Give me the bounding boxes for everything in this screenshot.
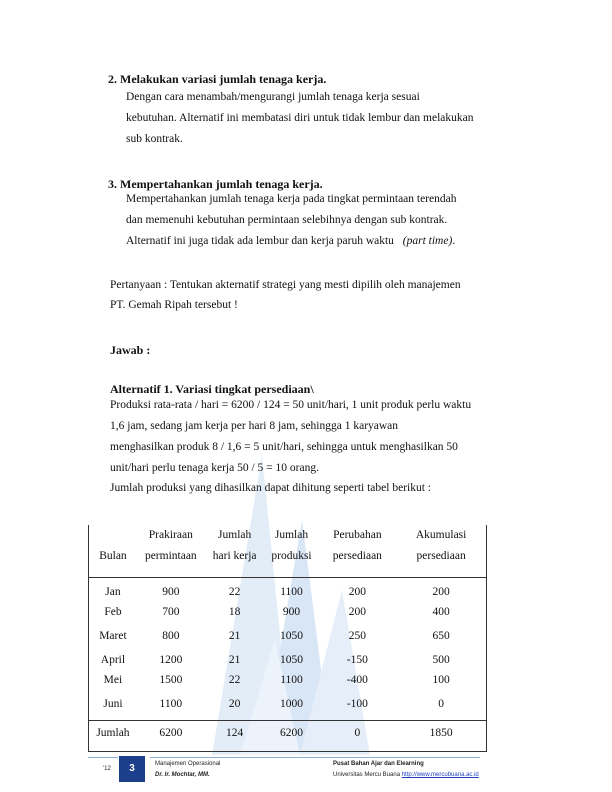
section3-line-1: Mempertahankan jumlah tenaga kerja pada tingkat permintaan terendah [126,193,457,205]
footer-rule-left [88,757,118,758]
alt1-line-2: 1,6 jam, sedang jam kerja per hari 8 jam, sehingga 1 karyawan [110,420,399,432]
cell-produksi: 1050 [280,630,303,642]
cell-permintaan: 1500 [159,674,183,686]
footer-center-name: Pusat Bahan Ajar dan Elearning [333,761,424,767]
table-row [89,670,487,690]
cell-akumulasi: 100 [396,670,486,690]
cell-permintaan: 800 [162,630,180,642]
cell-bulan: Jan [89,578,137,603]
alt1-line-1: Produksi rata-rata / hari = 6200 / 124 = 50 unit/hari, 1 unit produk perlu waktu [110,399,472,411]
alt1-heading: Alternatif 1. Variasi tingkat persediaan\ [110,382,314,396]
footer-left-code: '12 [103,766,111,772]
total-perubahan: 0 [318,721,396,752]
alt1-line-5: Jumlah produksi yang dihasilkan dapat dihitung seperti tabel berikut : [110,482,431,494]
section2-line-3: sub kontrak. [126,133,183,145]
cell-hari-kerja: 18 [228,606,241,618]
cell-perubahan: 250 [348,630,366,642]
header-akumulasi-persediaan: Akumulasi persediaan [396,525,486,578]
cell-produksi: 900 [282,606,301,618]
section3-line-3-text: Alternatif ini juga tidak ada lembur dan kerja paruh waktu [126,235,394,247]
cell-produksi: 1100 [280,586,303,598]
total-label: Jumlah [89,721,137,752]
header-jumlah-hari-kerja: Jumlah hari kerja [205,525,265,578]
cell-hari-kerja: 22 [228,586,241,598]
cell-hari-kerja: 21 [228,630,241,642]
section3-line-3-end: . [452,235,456,247]
question-line-1: Pertanyaan : Tentukan akternatif strategi yang mesti dipilih oleh manajemen [110,279,461,291]
footer-author: Dr. Ir. Mochtar, MM. [155,772,210,778]
cell-perubahan: 200 [348,586,366,598]
section2-heading: 2. Melakukan variasi jumlah tenaga kerja. [108,72,327,86]
cell-akumulasi: 400 [396,602,486,622]
cell-hari-kerja: 21 [228,654,241,666]
question-line-2: PT. Gemah Ripah tersebut ! [110,299,238,311]
cell-perubahan: -150 [346,654,368,666]
total-permintaan: 6200 [137,721,205,752]
cell-hari-kerja: 22 [228,674,241,686]
table-header-row [89,525,487,578]
section3-line-3 [126,235,455,247]
cell-bulan: Feb [89,602,137,622]
footer-rule-right [150,757,480,758]
page-number: 3 [119,756,145,782]
table-row [89,646,487,670]
alt1-line-4: unit/hari perlu tenaga kerja 50 / 5 = 10 orang. [110,462,319,474]
cell-akumulasi: 0 [396,690,486,721]
section2-line-1: Dengan cara menambah/mengurangi jumlah tenaga kerja sesuai [126,91,420,103]
footer-university-line [333,772,479,778]
cell-akumulasi: 650 [396,622,486,646]
header-bulan: Bulan [89,525,137,578]
total-hari-kerja: 124 [205,721,265,752]
table-row [89,622,487,646]
section2-line-2: kebutuhan. Alternatif ini membatasi diri untuk tidak lembur dan melakukan [126,112,474,124]
header-prakiraan-permintaan: Prakiraan permintaan [137,525,205,578]
alt1-line-3: menghasilkan produk 8 / 1,6 = 5 unit/hari, sehingga untuk menghasilkan 50 [110,441,458,453]
section3-part-time: (part time) [402,235,453,247]
cell-bulan: Juni [89,690,137,721]
total-akumulasi: 1850 [396,721,486,752]
cell-permintaan: 1200 [159,654,183,666]
cell-perubahan: -100 [346,698,368,710]
header-jumlah-produksi: Jumlah produksi [265,525,319,578]
cell-produksi: 1100 [280,674,303,686]
table-row [89,578,487,603]
footer-url-link[interactable]: http://www.mercubuana.ac.id [401,772,479,778]
header-perubahan-persediaan: Perubahan persediaan [318,525,396,578]
cell-perubahan: 200 [348,606,366,618]
production-table [88,525,487,752]
table-row [89,690,487,721]
cell-permintaan: 900 [162,586,180,598]
cell-akumulasi: 200 [396,578,486,603]
cell-bulan: April [89,646,137,670]
table-row [89,602,487,622]
cell-bulan: Mei [89,670,137,690]
section3-line-2: dan memenuhi kebutuhan permintaan selebihnya dengan sub kontrak. [126,214,448,226]
cell-produksi: 1000 [280,698,303,710]
total-produksi: 6200 [265,721,319,752]
footer-university: Universitas Mercu Buana [333,772,401,778]
answer-label: Jawab : [110,343,151,357]
footer-course: Manajemen Operasional [155,761,221,767]
cell-akumulasi: 500 [396,646,486,670]
cell-hari-kerja: 20 [228,698,241,710]
cell-perubahan: -400 [346,674,368,686]
cell-permintaan: 700 [162,606,180,618]
cell-bulan: Maret [89,622,137,646]
cell-permintaan: 1100 [159,698,183,710]
section3-heading: 3. Mempertahankan jumlah tenaga kerja. [108,177,323,191]
table-total-row [89,721,487,752]
cell-produksi: 1050 [280,654,303,666]
